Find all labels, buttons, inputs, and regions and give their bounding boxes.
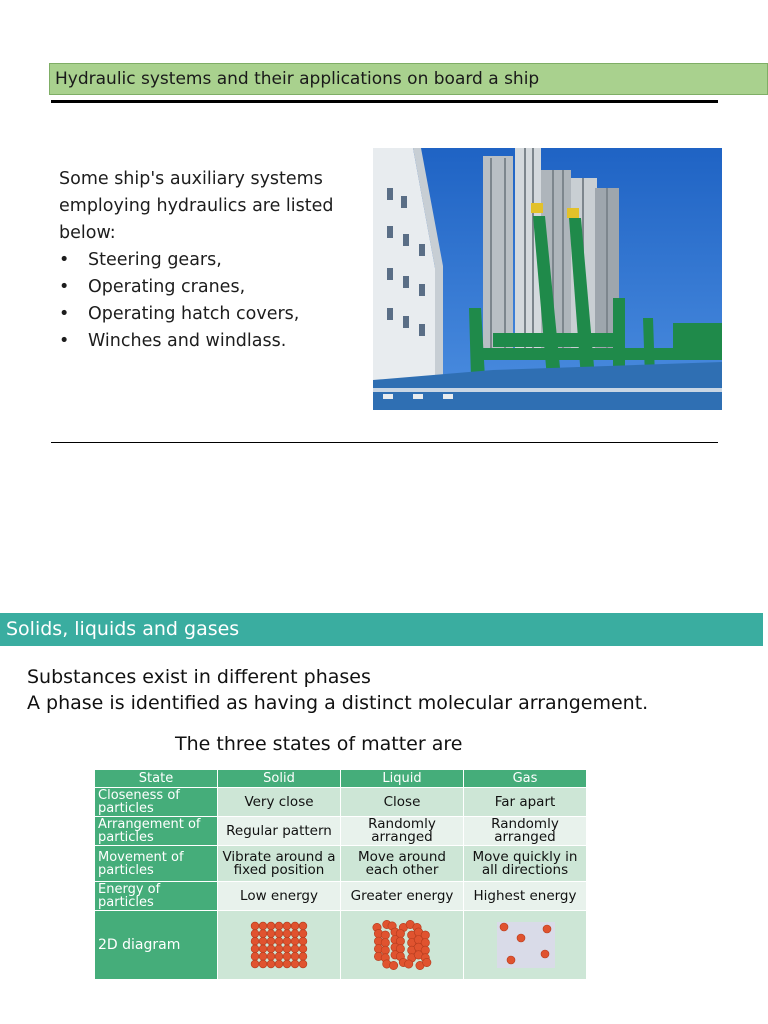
table-cell: Move around each other <box>341 846 464 882</box>
particle <box>283 937 291 945</box>
particle <box>299 953 307 961</box>
solid-diagram-cell <box>218 911 341 980</box>
ship-hatch-cover-photo <box>373 148 722 410</box>
list-item: • Operating hatch covers, <box>59 301 359 328</box>
particle <box>291 953 299 961</box>
liquid-particles-diagram <box>370 920 434 970</box>
particle <box>251 960 259 968</box>
particle <box>291 930 299 938</box>
particle <box>405 960 413 968</box>
row-label: Movement of particles <box>95 846 218 882</box>
particle <box>267 953 275 961</box>
particle <box>259 937 267 945</box>
particle <box>259 945 267 953</box>
particle <box>381 946 389 954</box>
particle <box>267 945 275 953</box>
section-header <box>0 613 763 646</box>
list-item: • Winches and windlass. <box>59 328 359 355</box>
particle <box>259 960 267 968</box>
particle <box>299 930 307 938</box>
particle <box>291 922 299 930</box>
states-of-matter-table <box>94 769 586 980</box>
table-cell: Regular pattern <box>218 817 341 846</box>
particle <box>259 930 267 938</box>
table-cell: Very close <box>218 788 341 817</box>
section-header-text: Solids, liquids and gases <box>6 618 240 640</box>
particle <box>299 960 307 968</box>
particle <box>381 931 389 939</box>
particle <box>291 945 299 953</box>
table-row <box>95 911 587 980</box>
solid-particles-diagram <box>249 921 309 969</box>
particle <box>291 960 299 968</box>
particle <box>299 945 307 953</box>
particle <box>517 934 525 942</box>
particle <box>267 930 275 938</box>
particle <box>267 960 275 968</box>
table-cell: Close <box>341 788 464 817</box>
table-header: State <box>95 770 218 788</box>
table-header: Gas <box>464 770 587 788</box>
gas-particles-diagram <box>493 920 557 970</box>
particle <box>275 960 283 968</box>
table-header: Liquid <box>341 770 464 788</box>
bullet-icon: • <box>59 250 70 270</box>
particle <box>299 937 307 945</box>
particle <box>299 922 307 930</box>
particle <box>283 960 291 968</box>
phase-line-2: A phase is identified as having a distinct molecular arrangement. <box>27 692 649 714</box>
table-cell: Low energy <box>218 882 341 911</box>
states-title: The three states of matter are <box>175 733 463 755</box>
row-label: Arrangement of particles <box>95 817 218 846</box>
particle <box>275 922 283 930</box>
particle <box>423 958 431 966</box>
slide-divider <box>51 442 718 443</box>
bullet-icon: • <box>59 331 70 351</box>
particle <box>389 961 397 969</box>
table-cell: Randomly arranged <box>341 817 464 846</box>
slide-title-bar <box>49 63 768 95</box>
list-item: • Operating cranes, <box>59 274 359 301</box>
row-label: Closeness of particles <box>95 788 218 817</box>
table-row <box>95 846 587 882</box>
table-cell: Greater energy <box>341 882 464 911</box>
table-cell: Highest energy <box>464 882 587 911</box>
particle <box>275 953 283 961</box>
particle <box>267 922 275 930</box>
particle <box>275 945 283 953</box>
particle <box>251 945 259 953</box>
table-cell: Vibrate around a fixed position <box>218 846 341 882</box>
table-cell: Randomly arranged <box>464 817 587 846</box>
bullet-icon: • <box>59 304 70 324</box>
table-row <box>95 788 587 817</box>
ship-photo-illustration <box>373 148 722 410</box>
particle <box>283 922 291 930</box>
particle <box>251 930 259 938</box>
row-label: 2D diagram <box>95 911 218 980</box>
liquid-diagram-cell <box>341 911 464 980</box>
particle <box>541 950 549 958</box>
list-item: • Steering gears, <box>59 247 359 274</box>
table-cell: Move quickly in all directions <box>464 846 587 882</box>
slide-title: Hydraulic systems and their applications on board a ship <box>55 69 540 89</box>
bullet-icon: • <box>59 277 70 297</box>
particle <box>259 953 267 961</box>
particle <box>259 922 267 930</box>
particle <box>381 939 389 947</box>
table-row <box>95 882 587 911</box>
phase-line-1: Substances exist in different phases <box>27 666 371 688</box>
particle <box>507 956 515 964</box>
table-cell: Far apart <box>464 788 587 817</box>
table-header: Solid <box>218 770 341 788</box>
gas-diagram-cell <box>464 911 587 980</box>
title-underline <box>51 100 718 103</box>
particle <box>267 937 275 945</box>
particle <box>543 925 551 933</box>
phase-description <box>27 664 747 716</box>
particle <box>283 953 291 961</box>
particle <box>291 937 299 945</box>
table-row <box>95 817 587 846</box>
particle <box>500 923 508 931</box>
particle <box>251 937 259 945</box>
row-label: Energy of particles <box>95 882 218 911</box>
particle <box>283 930 291 938</box>
particle <box>275 937 283 945</box>
particle <box>283 945 291 953</box>
intro-paragraph: Some ship's auxiliary systems employing hydraulics are listed below: <box>59 169 334 243</box>
particle <box>251 953 259 961</box>
particle <box>275 930 283 938</box>
particle <box>251 922 259 930</box>
table-header-row <box>95 770 587 788</box>
hydraulic-applications-list <box>59 247 359 355</box>
